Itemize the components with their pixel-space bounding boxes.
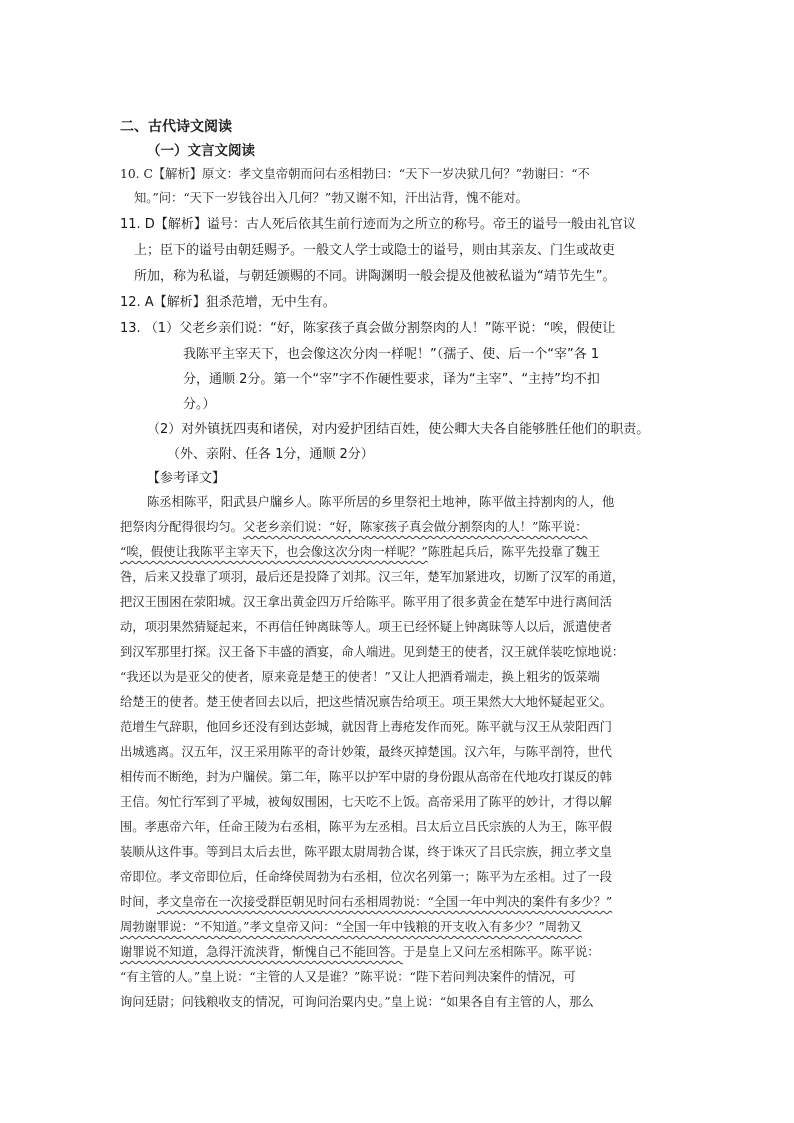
ref-line-20: “有主管的人。”皇上说：“主管的人又是谁？”陈平说：“陛下若问判决案件的情况，可 — [120, 970, 576, 984]
ref-line-19 — [120, 942, 600, 960]
q11-line-3: 所加，称为私谥，与朝廷颁赐的不同。讲陶渊明一般会提及他被私谥为“靖节先生”。 — [134, 269, 616, 284]
ref-line-19-plain: 于是皇上又问左丞相陈平。陈平说： — [402, 945, 600, 959]
q13-part2-line-1: （2）对外镇抚四夷和诸侯，对内爱护团结百姓，使公卿大夫各自能够胜任他们的职责。 — [147, 422, 650, 437]
ref-line-2-plain: 把祭肉分配得很均匀。 — [120, 520, 243, 534]
q11-line-2: 上；臣下的谥号由朝廷赐予。一般文人学士或隐士的谥号，则由其亲友、门生或故吏 — [134, 243, 616, 258]
ref-line-16: 帝即位。孝文帝即位后，任命绛侯周勃为右丞相，位次名列第一；陈平为左丞相。过了一段 — [120, 870, 612, 884]
ref-line-7: 到汉军那里打探。汉王备下丰盛的酒宴，命人端进。见到楚王的使者，汉王就佯装吃惊地说： — [120, 645, 625, 659]
ref-line-13: 王信。匆忙行军到了平城，被匈奴围困，七天吃不上饭。高帝采用了陈平的妙计，才得以解 — [120, 795, 612, 809]
ref-line-8: “我还以为是亚父的使者，原来竟是楚王的使者！”又让人把酒肴端走，换上粗劣的饭菜端 — [120, 670, 600, 684]
q13-part1-line-1: 13. （1）父老乡亲们说：“好，陈家孩子真会做分割祭肉的人！”陈平说：“唉，假使让 — [120, 321, 616, 336]
ref-line-11: 出城逃离。汉五年，汉王采用陈平的奇计妙策，最终灭掉楚国。汉六年，与陈平剖符，世代 — [120, 745, 612, 759]
section-title: 二、古代诗文阅读 — [120, 119, 232, 135]
q10-line-1: 10. C【解析】原文：孝文皇帝朝而问右丞相勃曰：“天下一岁决狱几何？”勃谢曰：“不 — [120, 167, 590, 181]
ref-line-3-underlined: “唉，假使让我陈平主宰天下，也会像这次分肉一样呢？” — [120, 545, 428, 559]
q13-part1-line-3: 分，通顺 2分。第一个“宰”字不作硬性要求，译为“主宰”、“主持”均不扣 — [183, 372, 600, 387]
q12-line-1: 12. A【解析】狙杀范增，无中生有。 — [120, 295, 336, 310]
ref-line-9: 给楚王的使者。楚王使者回去以后，把这些情况禀告给项王。项王果然大大地怀疑起亚父。 — [120, 695, 612, 709]
subsection-title: （一）文言文阅读 — [147, 143, 255, 159]
q10-line-2: 知。”问：“天下一岁钱谷出入几何？”勃又谢不知，汗出沾背，愧不能对。 — [134, 191, 528, 205]
q13-part2-line-2: （外、亲附、任各 1分，通顺 2分） — [167, 447, 374, 462]
ref-line-10: 范增生气辞职，他回乡还没有到达彭城，就因背上毒疮发作而死。陈平就与汉王从荥阳西门 — [120, 720, 612, 734]
ref-line-3 — [120, 542, 600, 560]
q11-line-1: 11. D【解析】谥号：古人死后依其生前行迹而为之所立的称号。帝王的谥号一般由礼官议 — [120, 217, 636, 232]
ref-line-21: 询问廷尉；问钱粮收支的情况，可询问治粟内史。”皇上说：“如果各自有主管的人，那么 — [120, 995, 594, 1009]
q13-part1-line-4: 分。） — [183, 397, 216, 412]
ref-line-12: 相传而不断绝，封为户牖侯。第二年，陈平以护军中尉的身份跟从高帝在代地攻打谋反的韩 — [120, 770, 612, 784]
ref-line-1: 陈丞相陈平，阳武县户牖乡人。陈平所居的乡里祭祀土地神，陈平做主持割肉的人，他 — [147, 495, 615, 509]
ref-line-17-underlined: 孝文皇帝在一次接受群臣朝见时问右丞相周勃说：“全国一年中判决的案件有多少？” — [156, 895, 613, 909]
ref-line-17-plain: 时间， — [120, 895, 157, 909]
ref-line-18-underlined: 周勃谢罪说：“不知道。”孝文皇帝又问：“全国一年中钱粮的开支收入有多少？”周勃又 — [120, 920, 582, 934]
ref-line-18 — [120, 917, 582, 935]
ref-line-6: 动，项羽果然猜疑起来，不再信任钟离昧等人。项王已经怀疑上钟离昧等人以后，派遣使者 — [120, 620, 612, 634]
ref-line-3-plain: 陈胜起兵后，陈平先投靠了魏王 — [427, 545, 600, 559]
ref-line-14: 围。孝惠帝六年，任命王陵为右丞相，陈平为左丞相。吕太后立吕氏宗族的人为王，陈平假 — [120, 820, 612, 834]
q13-part1-line-2: 我陈平主宰天下，也会像这次分肉一样呢！”（孺子、使、后一个“宰”各 1 — [183, 347, 600, 362]
reference-title: 【参考译文】 — [147, 471, 226, 486]
ref-line-19-underlined: 谢罪说不知道，急得汗流浃背，惭愧自己不能回答。 — [120, 945, 403, 959]
ref-line-5: 把汉王围困在荥阳城。汉王拿出黄金四万斤给陈平。陈平用了很多黄金在楚军中进行离间活 — [120, 595, 612, 609]
ref-line-2-underlined: 父老乡亲们说：“好，陈家孩子真会做分割祭肉的人！”陈平说： — [242, 520, 588, 534]
ref-line-15: 装顺从这件事。等到吕太后去世，陈平跟太尉周勃合谋，终于诛灭了吕氏宗族，拥立孝文皇 — [120, 845, 612, 859]
ref-line-4: 咎，后来又投靠了项羽，最后还是投降了刘邦。汉三年，楚军加紧进攻，切断了汉军的甬道， — [120, 570, 625, 584]
ref-line-2 — [120, 517, 588, 535]
ref-line-17 — [120, 892, 612, 910]
